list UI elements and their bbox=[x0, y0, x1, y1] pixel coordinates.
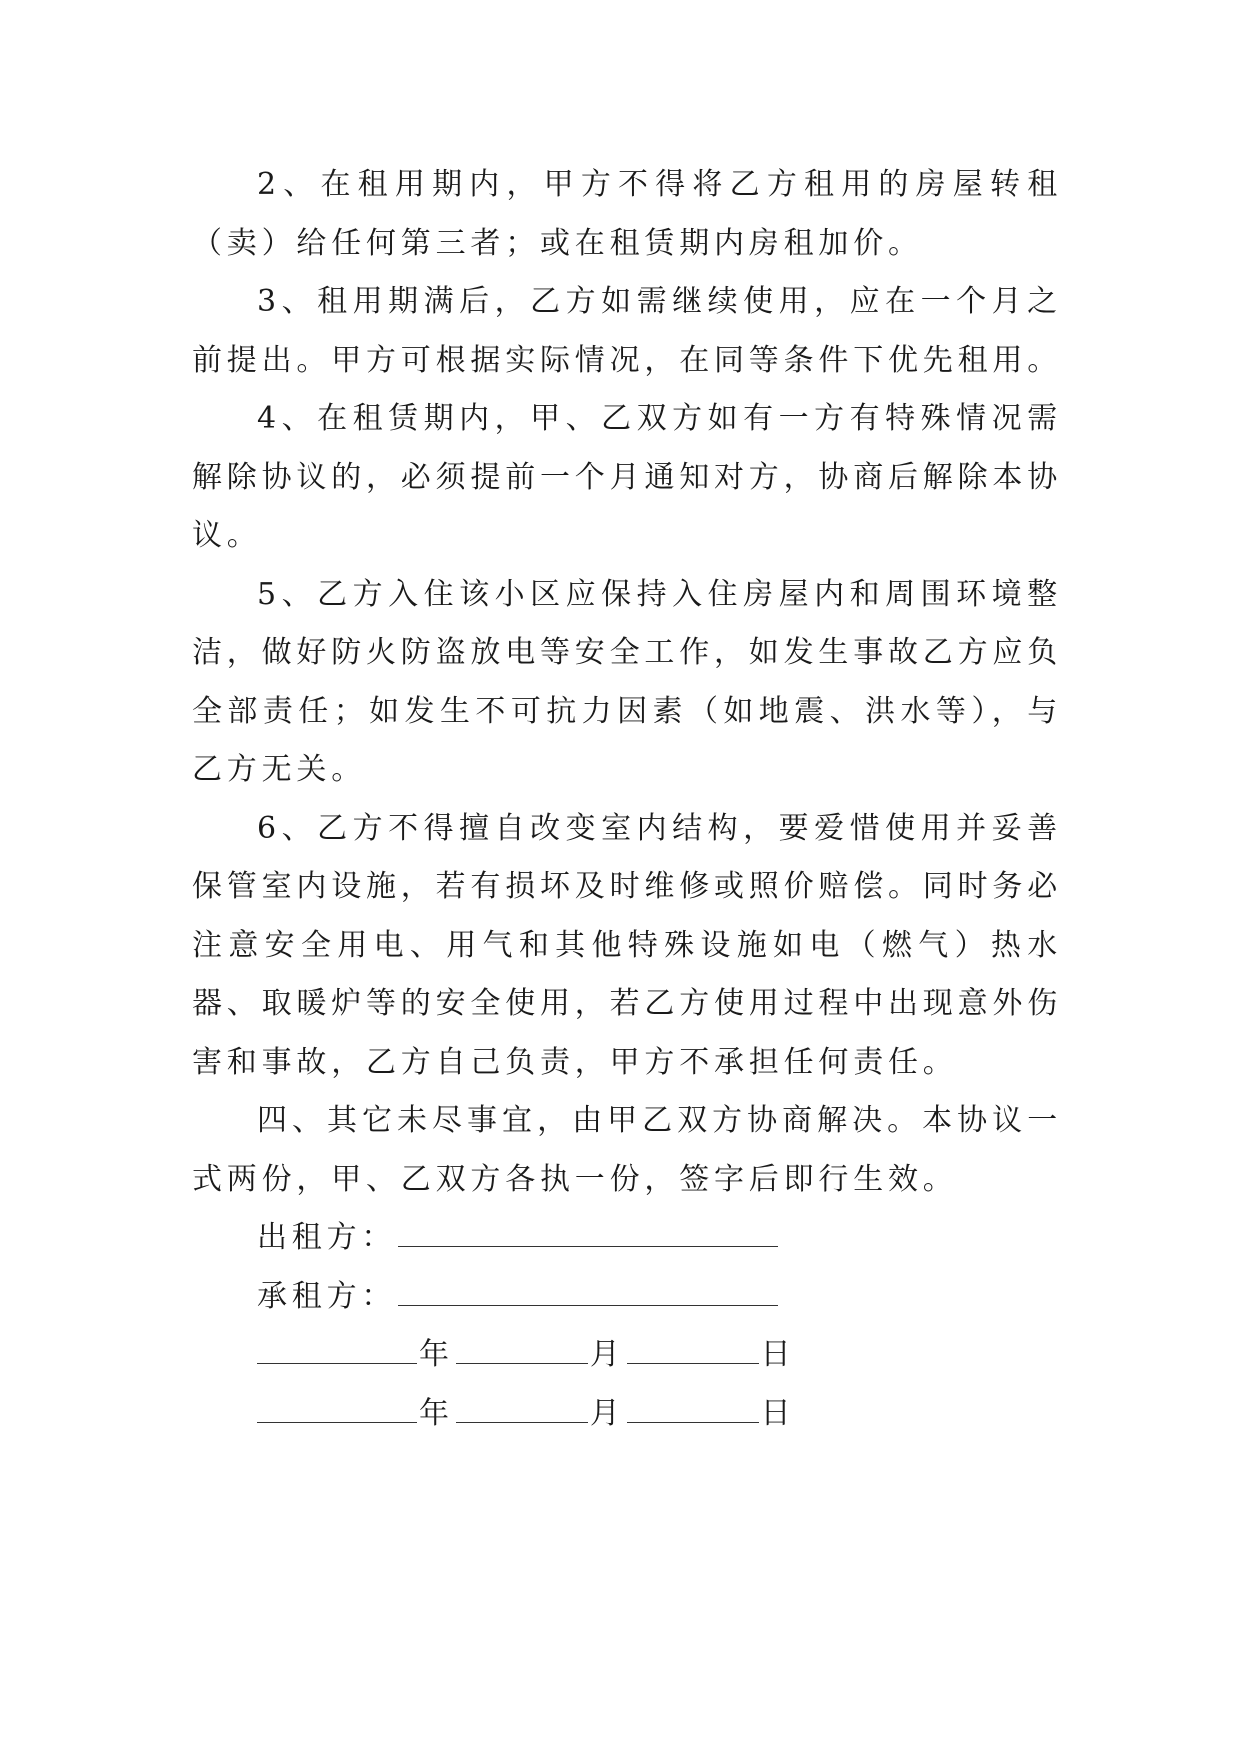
clause-3-paragraph: 3、租用期满后，乙方如需继续使用，应在一个月之前提出。甲方可根据实际情况，在同等条件下优先租用。 bbox=[192, 284, 1062, 378]
month-blank bbox=[456, 1398, 588, 1423]
document-body bbox=[192, 156, 1062, 1443]
day-label: 日 bbox=[760, 1337, 796, 1372]
year-label: 年 bbox=[419, 1395, 454, 1431]
lessor-signature-line bbox=[192, 1209, 1062, 1268]
year-label: 年 bbox=[419, 1337, 454, 1372]
lessee-signature-line bbox=[192, 1268, 1062, 1327]
clause-4-paragraph: 4、在租赁期内，甲、乙双方如有一方有特殊情况需解除协议的，必须提前一个月通知对方，协商后解除本协议。 bbox=[192, 401, 1062, 553]
day-blank bbox=[627, 1398, 759, 1423]
section-4-paragraph: 四、其它未尽事宜，由甲乙双方协商解决。本协议一式两份，甲、乙双方各执一份，签字后即行生效。 bbox=[192, 1103, 1062, 1197]
lessee-signature-blank bbox=[398, 1281, 778, 1306]
month-label: 月 bbox=[589, 1337, 625, 1372]
clause-5-paragraph: 5、乙方入住该小区应保持入住房屋内和周围环境整洁，做好防火防盗放电等安全工作，如发生事故乙方应负全部责任；如发生不可抗力因素（如地震、洪水等），与乙方无关。 bbox=[192, 576, 1062, 787]
month-label: 月 bbox=[589, 1395, 625, 1431]
lessor-signature-blank bbox=[398, 1222, 778, 1247]
day-label: 日 bbox=[760, 1395, 796, 1431]
clause-6-paragraph: 6、乙方不得擅自改变室内结构，要爱惜使用并妥善保管室内设施，若有损坏及时维修或照价赔偿。同时务必注意安全用电、用气和其他特殊设施如电（燃气）热水器、取暖炉等的安全使用，若乙方使用过程中出现意外伤害和事故，乙方自己负责，甲方不承担任何责任。 bbox=[192, 810, 1062, 1080]
date-line-2 bbox=[192, 1385, 1062, 1444]
lessee-label: 承租方： bbox=[257, 1278, 397, 1314]
day-blank bbox=[627, 1339, 759, 1364]
year-blank bbox=[257, 1339, 417, 1364]
year-blank bbox=[257, 1398, 417, 1423]
date-line-1 bbox=[192, 1326, 1062, 1385]
lessor-label: 出租方： bbox=[257, 1220, 397, 1255]
month-blank bbox=[456, 1339, 588, 1364]
clause-2-paragraph: 2、在租用期内，甲方不得将乙方租用的房屋转租（卖）给任何第三者；或在租赁期内房租加价。 bbox=[192, 167, 1062, 261]
